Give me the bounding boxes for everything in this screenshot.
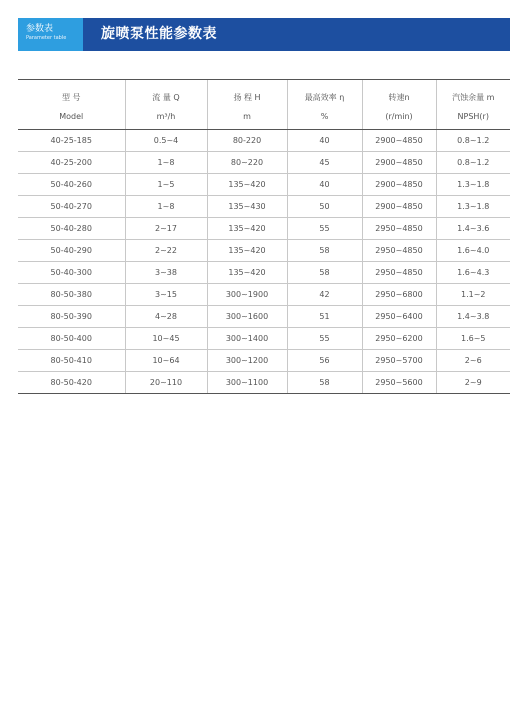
cell-efficiency: 58 bbox=[287, 240, 362, 262]
cell-model: 80-50-410 bbox=[18, 350, 125, 372]
table-header bbox=[18, 80, 510, 130]
cell-efficiency: 50 bbox=[287, 196, 362, 218]
cell-npsh: 1.1~2 bbox=[436, 284, 510, 306]
cell-speed: 2900~4850 bbox=[362, 152, 436, 174]
cell-head: 135~420 bbox=[207, 240, 287, 262]
cell-model: 80-50-400 bbox=[18, 328, 125, 350]
cell-head: 135~420 bbox=[207, 262, 287, 284]
cell-npsh: 1.6~4.0 bbox=[436, 240, 510, 262]
cell-flow: 3~38 bbox=[125, 262, 207, 284]
cell-flow: 3~15 bbox=[125, 284, 207, 306]
table-row bbox=[18, 372, 510, 394]
section-tag-en: Parameter table bbox=[26, 35, 67, 41]
cell-npsh: 1.4~3.6 bbox=[436, 218, 510, 240]
header-row-units bbox=[18, 103, 510, 130]
header-band bbox=[18, 18, 510, 51]
cell-flow: 1~5 bbox=[125, 174, 207, 196]
cell-efficiency: 40 bbox=[287, 130, 362, 152]
cell-speed: 2950~6400 bbox=[362, 306, 436, 328]
cell-flow: 1~8 bbox=[125, 152, 207, 174]
cell-npsh: 2~9 bbox=[436, 372, 510, 394]
parameter-table bbox=[18, 79, 510, 394]
cell-flow: 2~22 bbox=[125, 240, 207, 262]
cell-speed: 2950~4850 bbox=[362, 240, 436, 262]
table-row bbox=[18, 284, 510, 306]
header-efficiency-unit: % bbox=[287, 103, 362, 130]
cell-speed: 2900~4850 bbox=[362, 130, 436, 152]
table-body bbox=[18, 130, 510, 394]
cell-speed: 2950~5700 bbox=[362, 350, 436, 372]
cell-head: 80~220 bbox=[207, 152, 287, 174]
cell-efficiency: 56 bbox=[287, 350, 362, 372]
cell-model: 50-40-300 bbox=[18, 262, 125, 284]
cell-model: 80-50-420 bbox=[18, 372, 125, 394]
table-row bbox=[18, 130, 510, 152]
table-row bbox=[18, 350, 510, 372]
cell-head: 300~1400 bbox=[207, 328, 287, 350]
header-head-unit: m bbox=[207, 103, 287, 130]
table-row bbox=[18, 328, 510, 350]
cell-head: 300~1600 bbox=[207, 306, 287, 328]
cell-efficiency: 40 bbox=[287, 174, 362, 196]
section-tag-cn: 参数表 bbox=[26, 24, 54, 34]
cell-flow: 4~28 bbox=[125, 306, 207, 328]
cell-efficiency: 51 bbox=[287, 306, 362, 328]
cell-speed: 2950~5600 bbox=[362, 372, 436, 394]
table-row bbox=[18, 306, 510, 328]
cell-npsh: 1.6~5 bbox=[436, 328, 510, 350]
cell-npsh: 1.6~4.3 bbox=[436, 262, 510, 284]
table-row bbox=[18, 262, 510, 284]
header-row-labels bbox=[18, 80, 510, 104]
cell-speed: 2900~4850 bbox=[362, 174, 436, 196]
header-flow: 流 量 Q bbox=[125, 80, 207, 104]
page-title: 旋喷泵性能参数表 bbox=[101, 26, 217, 42]
cell-model: 80-50-390 bbox=[18, 306, 125, 328]
cell-head: 300~1900 bbox=[207, 284, 287, 306]
cell-model: 50-40-290 bbox=[18, 240, 125, 262]
cell-head: 135~420 bbox=[207, 218, 287, 240]
cell-head: 80-220 bbox=[207, 130, 287, 152]
cell-flow: 0.5~4 bbox=[125, 130, 207, 152]
cell-model: 40-25-200 bbox=[18, 152, 125, 174]
cell-efficiency: 55 bbox=[287, 328, 362, 350]
cell-head: 135~430 bbox=[207, 196, 287, 218]
cell-efficiency: 58 bbox=[287, 262, 362, 284]
section-tag bbox=[18, 18, 83, 51]
cell-model: 50-40-270 bbox=[18, 196, 125, 218]
cell-speed: 2950~6200 bbox=[362, 328, 436, 350]
header-flow-unit: m³/h bbox=[125, 103, 207, 130]
header-speed: 转速n bbox=[362, 80, 436, 104]
cell-head: 300~1100 bbox=[207, 372, 287, 394]
cell-flow: 10~45 bbox=[125, 328, 207, 350]
cell-efficiency: 55 bbox=[287, 218, 362, 240]
cell-npsh: 1.3~1.8 bbox=[436, 196, 510, 218]
cell-npsh: 1.3~1.8 bbox=[436, 174, 510, 196]
cell-speed: 2900~4850 bbox=[362, 196, 436, 218]
table-row bbox=[18, 218, 510, 240]
table-row bbox=[18, 152, 510, 174]
cell-flow: 20~110 bbox=[125, 372, 207, 394]
cell-efficiency: 45 bbox=[287, 152, 362, 174]
cell-speed: 2950~4850 bbox=[362, 218, 436, 240]
header-model-unit: Model bbox=[18, 103, 125, 130]
cell-flow: 10~64 bbox=[125, 350, 207, 372]
header-efficiency: 最高效率 η bbox=[287, 80, 362, 104]
cell-model: 40-25-185 bbox=[18, 130, 125, 152]
header-speed-unit: (r/min) bbox=[362, 103, 436, 130]
cell-npsh: 2~6 bbox=[436, 350, 510, 372]
header-npsh-unit: NPSH(r) bbox=[436, 103, 510, 130]
cell-model: 50-40-280 bbox=[18, 218, 125, 240]
cell-head: 300~1200 bbox=[207, 350, 287, 372]
header-head: 扬 程 H bbox=[207, 80, 287, 104]
cell-flow: 1~8 bbox=[125, 196, 207, 218]
cell-npsh: 0.8~1.2 bbox=[436, 152, 510, 174]
header-model: 型 号 bbox=[18, 80, 125, 104]
cell-model: 80-50-380 bbox=[18, 284, 125, 306]
table-row bbox=[18, 174, 510, 196]
cell-flow: 2~17 bbox=[125, 218, 207, 240]
cell-npsh: 0.8~1.2 bbox=[436, 130, 510, 152]
cell-head: 135~420 bbox=[207, 174, 287, 196]
header-npsh: 汽蚀余量 m bbox=[436, 80, 510, 104]
cell-speed: 2950~6800 bbox=[362, 284, 436, 306]
table-row bbox=[18, 240, 510, 262]
cell-efficiency: 42 bbox=[287, 284, 362, 306]
cell-npsh: 1.4~3.8 bbox=[436, 306, 510, 328]
table-row bbox=[18, 196, 510, 218]
cell-efficiency: 58 bbox=[287, 372, 362, 394]
cell-model: 50-40-260 bbox=[18, 174, 125, 196]
cell-speed: 2950~4850 bbox=[362, 262, 436, 284]
